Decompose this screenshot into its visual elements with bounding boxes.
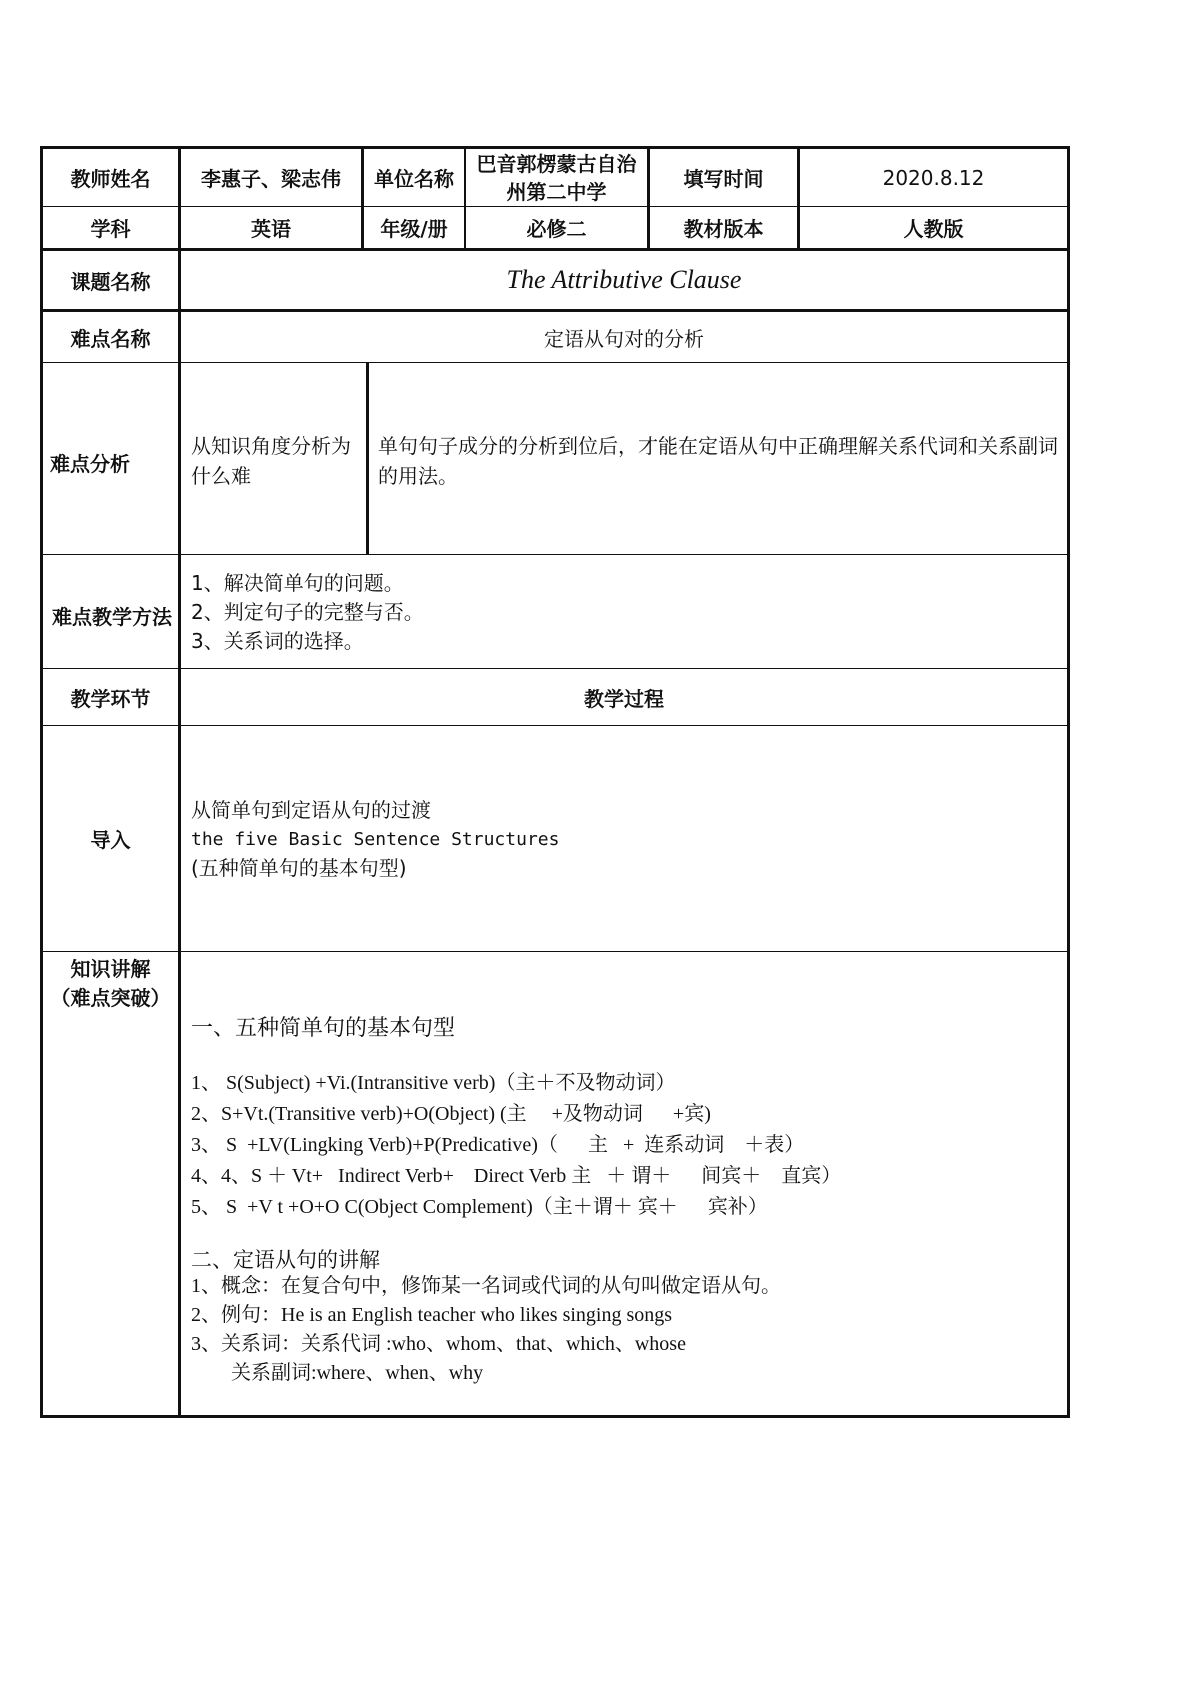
analysis-text-line1: 单句句子成分的分析到位后，才能在定语从句中正确理解关系代词和关系副词 — [378, 434, 1058, 458]
analysis-sub-label — [191, 431, 351, 491]
row-divider — [40, 362, 1070, 363]
method-item: 3、关系词的选择。 — [191, 629, 364, 653]
clause-points — [191, 1272, 781, 1388]
method-label: 难点教学方法 — [52, 605, 172, 629]
table-border-right — [1067, 146, 1070, 1418]
knowledge-label-line2: （难点突破） — [50, 986, 171, 1010]
knowledge-label — [43, 955, 178, 1013]
unit-name-value — [466, 149, 647, 206]
row-divider — [40, 554, 1070, 555]
topic-label: 课题名称 — [70, 269, 151, 294]
clause-point: 1、概念：在复合句中，修饰某一名词或代词的从句叫做定语从句。 — [191, 1275, 781, 1297]
section2-title: 二、定语从句的讲解 — [191, 1248, 380, 1272]
clause-point: 2、例句：He is an English teacher who likes singing songs — [191, 1304, 673, 1326]
method-item: 2、判定句子的完整与否。 — [191, 600, 424, 624]
grade-label: 年级/册 — [380, 217, 448, 241]
row-divider — [40, 951, 1070, 952]
teacher-name-value: 李惠子、梁志伟 — [201, 167, 341, 191]
grade-value: 必修二 — [526, 217, 587, 241]
intro-line3: (五种简单句的基本句型) — [191, 856, 407, 880]
pattern-item: 5、 S +V t +O+O C(Object Complement)（主＋谓＋ 宾＋ 宾补） — [191, 1196, 768, 1218]
clause-point: 关系副词:where、when、why — [191, 1362, 484, 1384]
difficulty-value: 定语从句对的分析 — [544, 326, 704, 351]
analysis-label: 难点分析 — [50, 452, 130, 476]
method-item: 1、解决简单句的问题。 — [191, 571, 404, 595]
process-header-value: 教学过程 — [584, 686, 664, 711]
fill-date-label: 填写时间 — [683, 167, 764, 191]
intro-label: 导入 — [90, 828, 131, 852]
pattern-item: 1、 S(Subject) +Vi.(Intransitive verb)（主＋不及物动词） — [191, 1072, 676, 1094]
edition-label: 教材版本 — [683, 217, 764, 241]
fill-date-value: 2020.8.12 — [882, 165, 985, 190]
subject-label: 学科 — [90, 217, 131, 241]
intro-line2: the five Basic Sentence Structures — [191, 829, 560, 850]
unit-name-line2: 州第二中学 — [506, 179, 607, 204]
table-border-bottom — [40, 1415, 1070, 1418]
edition-value: 人教版 — [903, 217, 964, 241]
pattern-item: 3、 S +LV(Lingking Verb)+P(Predicative)（ 主 + 连系动词 ＋表） — [191, 1134, 805, 1156]
topic-value: The Attributive Clause — [506, 265, 742, 294]
clause-point: 3、关系词：关系代词 :who、whom、that、which、whose — [191, 1333, 686, 1355]
method-list — [191, 569, 424, 656]
pattern-item: 4、4、S ＋ Vt+ Indirect Verb+ Direct Verb 主 ＋ 谓＋ 间宾＋ 直宾） — [191, 1165, 842, 1187]
row-divider — [40, 725, 1070, 726]
analysis-sub-label-line1: 从知识角度分析为 — [191, 434, 351, 458]
analysis-text-line2: 的用法。 — [378, 464, 458, 488]
subject-value: 英语 — [251, 217, 291, 241]
section1-title: 一、五种简单句的基本句型 — [191, 1016, 456, 1041]
intro-content — [191, 796, 559, 883]
sentence-patterns — [191, 1068, 841, 1223]
analysis-column-divider — [366, 362, 369, 555]
difficulty-label: 难点名称 — [70, 326, 151, 351]
analysis-sub-label-line2: 什么难 — [191, 464, 251, 488]
analysis-text — [378, 431, 1058, 491]
pattern-item: 2、S+Vt.(Transitive verb)+O(Object) (主 +及物动词 +宾) — [191, 1103, 711, 1125]
unit-name-label: 单位名称 — [374, 167, 454, 191]
process-stage-label: 教学环节 — [70, 686, 151, 711]
unit-name-line1: 巴音郭楞蒙古自治 — [476, 151, 637, 176]
intro-line1: 从简单句到定语从句的过渡 — [191, 798, 431, 822]
teacher-name-label: 教师姓名 — [70, 167, 151, 191]
knowledge-label-line1: 知识讲解 — [70, 957, 151, 981]
